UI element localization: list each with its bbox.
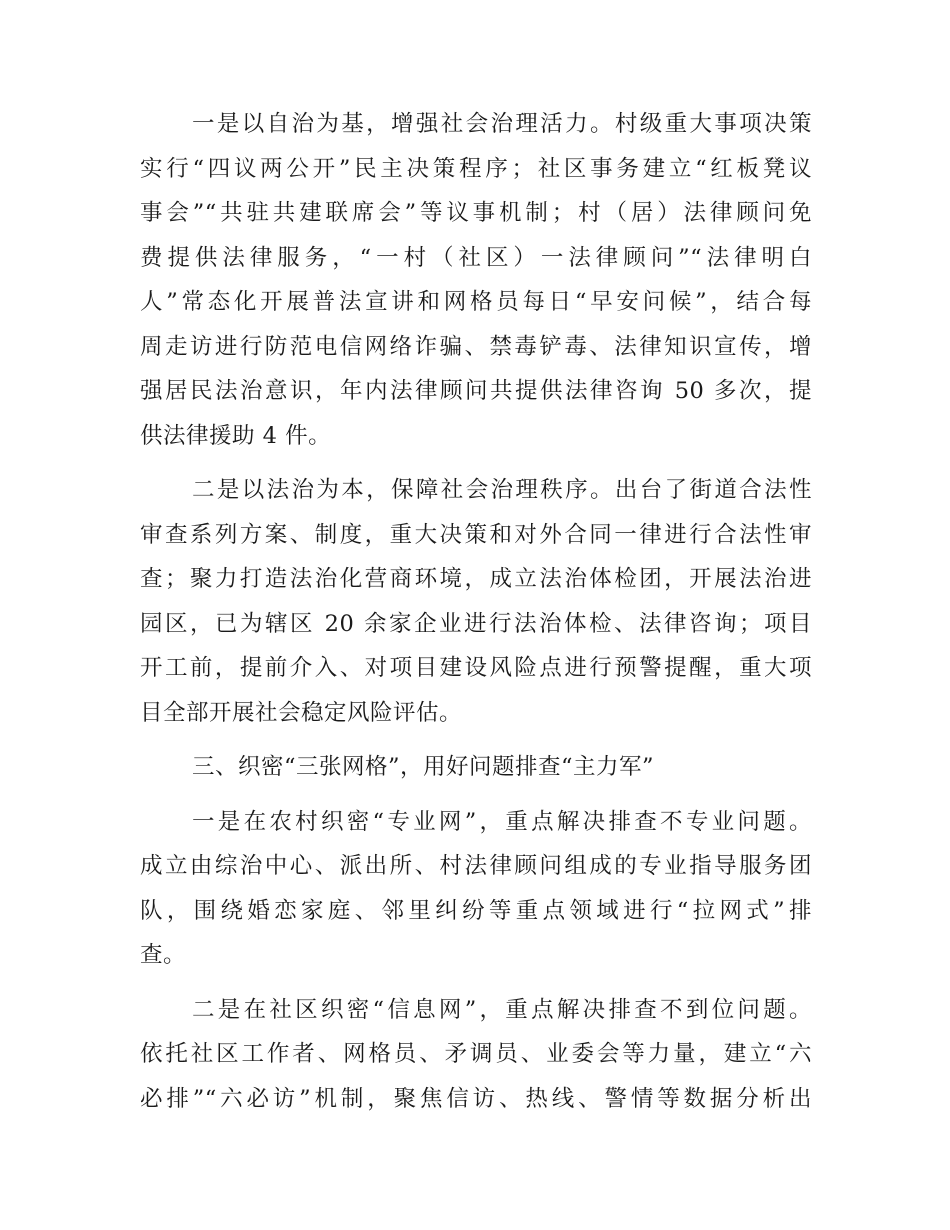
paragraph-gap xyxy=(140,978,812,988)
text-line: 目全部开展社会稳定风险评估。 xyxy=(140,699,463,726)
paragraph-gap xyxy=(140,458,812,468)
text-line: 一是在农村织密“专业网”，重点解决排查不专业问题。 xyxy=(192,808,812,835)
text-line: 一是以自治为基，增强社会治理活力。村级重大事项决策 xyxy=(192,111,812,137)
paragraph-rule-of-law xyxy=(140,468,812,735)
text-line: 实行“四议两公开”民主决策程序；社区事务建立“红板凳议 xyxy=(140,155,812,182)
text-line: 查。 xyxy=(140,942,187,968)
text-line: 依托社区工作者、网格员、矛调员、业委会等力量，建立“六 xyxy=(140,1041,812,1067)
text-line: 二是在社区织密“信息网”，重点解决排查不到位问题。 xyxy=(192,996,812,1023)
heading-line: 三、织密“三张网格”，用好问题排查“主力军” xyxy=(192,754,655,780)
section-heading xyxy=(140,745,812,790)
paragraph-rural-network xyxy=(140,800,812,978)
text-line: 必排”“六必访”机制，聚焦信访、热线、警情等数据分析出 xyxy=(140,1085,812,1112)
text-line: 园区，已为辖区 20 余家企业进行法治体检、法律咨询；项目 xyxy=(140,610,812,637)
text-line: 供法律援助 4 件。 xyxy=(140,422,332,449)
text-line: 二是以法治为本，保障社会治理秩序。出台了街道合法性 xyxy=(192,477,812,503)
document-body xyxy=(140,102,812,1121)
text-line: 查；聚力打造法治化营商环境，成立法治体检团，开展法治进 xyxy=(140,566,812,592)
paragraph-autonomy xyxy=(140,102,812,458)
paragraph-community-network xyxy=(140,988,812,1122)
text-line: 强居民法治意识，年内法律顾问共提供法律咨询 50 多次，提 xyxy=(140,378,812,404)
text-line: 人”常态化开展普法宣讲和网格员每日“早安问候”，结合每 xyxy=(140,289,812,315)
text-line: 费提供法律服务，“一村（社区）一法律顾问”“法律明白 xyxy=(140,244,812,271)
paragraph-gap xyxy=(140,735,812,745)
text-line: 审查系列方案、制度，重大决策和对外合同一律进行合法性审 xyxy=(140,521,812,548)
text-line: 队，围绕婚恋家庭、邻里纠纷等重点领域进行“拉网式”排 xyxy=(140,897,812,924)
text-line: 事会”“共驻共建联席会”等议事机制；村（居）法律顾问免 xyxy=(140,200,812,226)
text-line: 开工前，提前介入、对项目建设风险点进行预警提醒，重大项 xyxy=(140,655,812,681)
text-line: 周走访进行防范电信网络诈骗、禁毒铲毒、法律知识宣传，增 xyxy=(140,333,812,360)
text-line: 成立由综治中心、派出所、村法律顾问组成的专业指导服务团 xyxy=(140,853,812,879)
paragraph-gap xyxy=(140,790,812,800)
